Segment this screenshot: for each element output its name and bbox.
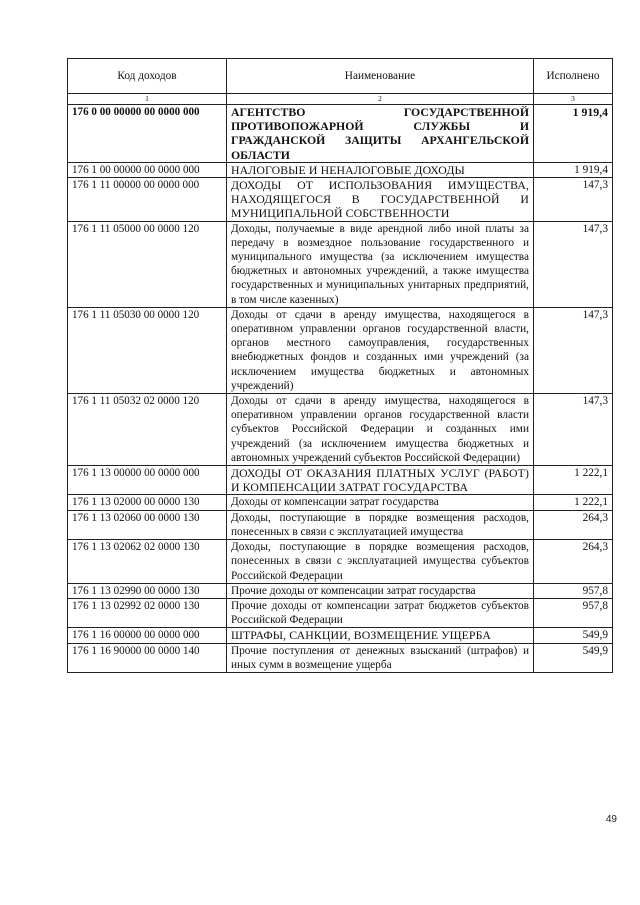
row-value: 264,3 xyxy=(534,540,613,584)
revenue-table xyxy=(67,58,613,673)
row-value: 957,8 xyxy=(534,583,613,598)
row-value: 957,8 xyxy=(534,598,613,627)
row-name: Доходы, поступающие в порядке возмещения расходов, понесенных в связи с эксплуатацией имущества субъектов Российской Федерации xyxy=(227,540,534,584)
row-code: 176 1 16 90000 00 0000 140 xyxy=(68,643,227,672)
row-name: Прочие доходы от компенсации затрат государства xyxy=(227,583,534,598)
column-number: 3 xyxy=(534,94,613,105)
row-code: 176 1 13 00000 00 0000 000 xyxy=(68,466,227,495)
row-name: ДОХОДЫ ОТ ИСПОЛЬЗОВАНИЯ ИМУЩЕСТВА, НАХОДЯЩЕГОСЯ В ГОСУДАРСТВЕННОЙ И МУНИЦИПАЛЬНОЙ СОБСТВЕННОСТИ xyxy=(227,178,534,222)
row-value: 549,9 xyxy=(534,628,613,643)
row-name: Доходы от сдачи в аренду имущества, находящегося в оперативном управлении органов государственной власти субъектов Российской Федерации и созданных ими учреждений (за исключением имущества бюджетных и автономных учреждений субъектов Российской Федерации) xyxy=(227,394,534,466)
row-value: 147,3 xyxy=(534,394,613,466)
row-code: 176 1 11 05030 00 0000 120 xyxy=(68,307,227,393)
row-code: 176 1 13 02062 02 0000 130 xyxy=(68,540,227,584)
header-code: Код доходов xyxy=(68,59,227,94)
row-name: Доходы, получаемые в виде арендной либо иной платы за передачу в возмездное пользование государственного и муниципального имущества (за исключением имущества бюджетных и автономных учреждений, а также имущества государственных и муниципальных унитарных предприятий, в том числе казенных) xyxy=(227,221,534,307)
row-name: Доходы от компенсации затрат государства xyxy=(227,495,534,510)
table-header-row xyxy=(68,59,613,94)
table-row xyxy=(68,105,613,163)
table-row xyxy=(68,540,613,584)
table-row xyxy=(68,583,613,598)
row-code: 176 1 16 00000 00 0000 000 xyxy=(68,628,227,643)
table-row xyxy=(68,628,613,643)
row-code: 176 1 13 02992 02 0000 130 xyxy=(68,598,227,627)
column-number-row xyxy=(68,94,613,105)
row-name: ШТРАФЫ, САНКЦИИ, ВОЗМЕЩЕНИЕ УЩЕРБА xyxy=(227,628,534,643)
row-name: Доходы от сдачи в аренду имущества, находящегося в оперативном управлении органов государственной власти, органов местного самоуправления, государственных внебюджетных фондов и созданных ими учреждений (за исключением имущества бюджетных и автономных учреждений) xyxy=(227,307,534,393)
row-value: 264,3 xyxy=(534,510,613,539)
row-name: Прочие доходы от компенсации затрат бюджетов субъектов Российской Федерации xyxy=(227,598,534,627)
row-value: 549,9 xyxy=(534,643,613,672)
table-row xyxy=(68,178,613,222)
row-code: 176 1 11 00000 00 0000 000 xyxy=(68,178,227,222)
table-row xyxy=(68,598,613,627)
row-value: 147,3 xyxy=(534,178,613,222)
table-row xyxy=(68,307,613,393)
row-name: Прочие поступления от денежных взысканий (штрафов) и иных сумм в возмещение ущерба xyxy=(227,643,534,672)
row-name: Доходы, поступающие в порядке возмещения расходов, понесенных в связи с эксплуатацией имущества xyxy=(227,510,534,539)
row-name: НАЛОГОВЫЕ И НЕНАЛОГОВЫЕ ДОХОДЫ xyxy=(227,162,534,177)
table-row xyxy=(68,643,613,672)
column-number: 1 xyxy=(68,94,227,105)
table-row xyxy=(68,466,613,495)
row-code: 176 1 13 02990 00 0000 130 xyxy=(68,583,227,598)
row-code: 176 1 11 05000 00 0000 120 xyxy=(68,221,227,307)
table-row xyxy=(68,162,613,177)
header-executed: Исполнено xyxy=(534,59,613,94)
row-value: 1 222,1 xyxy=(534,495,613,510)
page-number: 49 xyxy=(605,814,617,825)
row-code: 176 1 13 02060 00 0000 130 xyxy=(68,510,227,539)
row-value: 147,3 xyxy=(534,307,613,393)
table-row xyxy=(68,221,613,307)
row-value: 1 919,4 xyxy=(534,162,613,177)
column-number: 2 xyxy=(227,94,534,105)
row-code: 176 1 13 02000 00 0000 130 xyxy=(68,495,227,510)
row-value: 1 919,4 xyxy=(534,105,613,163)
row-value: 147,3 xyxy=(534,221,613,307)
row-code: 176 1 00 00000 00 0000 000 xyxy=(68,162,227,177)
table-row xyxy=(68,510,613,539)
header-name: Наименование xyxy=(227,59,534,94)
table-row xyxy=(68,495,613,510)
row-name: АГЕНТСТВО ГОСУДАРСТВЕННОЙ ПРОТИВОПОЖАРНОЙ СЛУЖБЫ И ГРАЖДАНСКОЙ ЗАЩИТЫ АРХАНГЕЛЬСКОЙ ОБЛАСТИ xyxy=(227,105,534,163)
row-name: ДОХОДЫ ОТ ОКАЗАНИЯ ПЛАТНЫХ УСЛУГ (РАБОТ) И КОМПЕНСАЦИИ ЗАТРАТ ГОСУДАРСТВА xyxy=(227,466,534,495)
row-code: 176 0 00 00000 00 0000 000 xyxy=(68,105,227,163)
row-value: 1 222,1 xyxy=(534,466,613,495)
row-code: 176 1 11 05032 02 0000 120 xyxy=(68,394,227,466)
table-row xyxy=(68,394,613,466)
